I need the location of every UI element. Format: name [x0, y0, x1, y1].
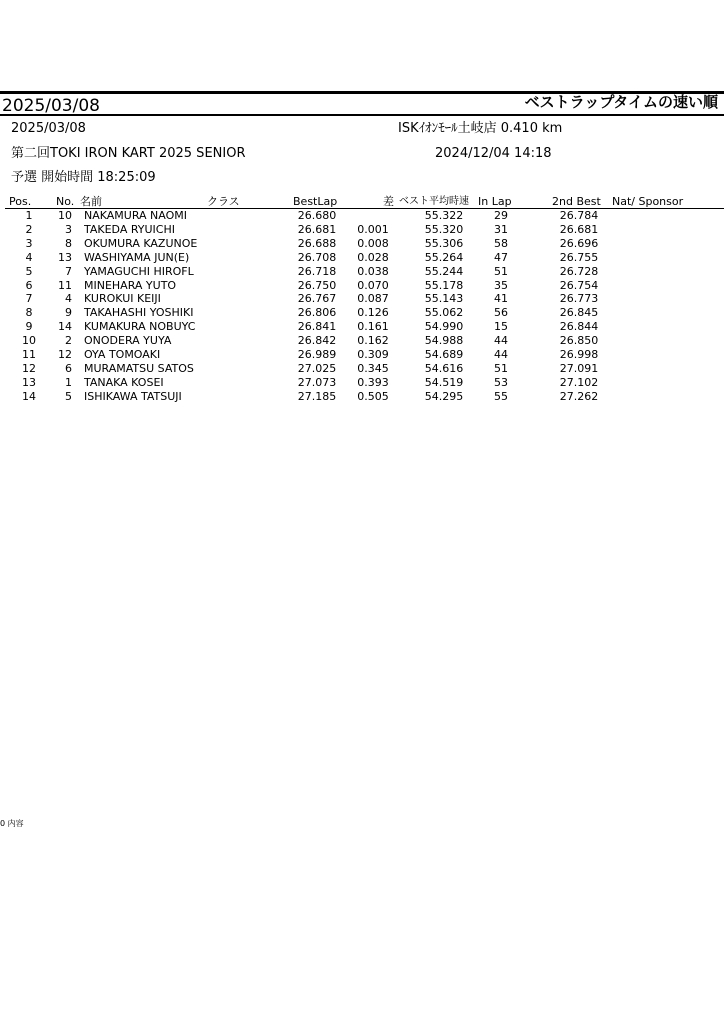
row-2nd-best: 27.091	[559, 361, 599, 375]
header-inlap: In Lap	[478, 195, 512, 208]
header-no: No.	[56, 195, 75, 208]
row-2nd-best: 27.102	[559, 375, 599, 389]
row-in-lap: 29	[494, 209, 508, 222]
row-kart-no: 8	[65, 236, 72, 250]
row-kart-no: 9	[65, 306, 72, 320]
row-kart-no: 4	[65, 292, 72, 306]
row-2nd-best: 26.773	[559, 292, 599, 306]
row-in-lap: 31	[494, 222, 508, 236]
row-avg-speed: 54.988	[424, 334, 464, 348]
table-row	[0, 251, 724, 265]
row-driver-name: MINEHARA YUTO	[84, 278, 177, 292]
row-best-lap: 26.750	[297, 278, 337, 292]
table-row	[0, 362, 724, 376]
row-gap: 0.038	[357, 264, 389, 278]
row-pos: 14	[22, 389, 36, 403]
header-sponsor: Nat/ Sponsor	[612, 195, 684, 208]
row-gap: 0.070	[357, 278, 389, 292]
report-title: ベストラップタイムの速い順	[524, 93, 718, 111]
venue-info: ISKｲｵﾝﾓｰﾙ土岐店 0.410 km	[398, 121, 563, 136]
row-best-lap: 26.989	[297, 348, 337, 361]
table-row	[0, 334, 724, 348]
row-gap: 0.126	[357, 306, 389, 320]
table-row	[0, 223, 724, 237]
row-in-lap: 55	[494, 389, 508, 403]
table-row	[0, 376, 724, 390]
row-pos: 12	[22, 361, 36, 375]
row-kart-no: 12	[58, 348, 72, 361]
row-best-lap: 26.708	[297, 250, 337, 264]
row-pos: 8	[25, 306, 33, 320]
table-row	[0, 348, 724, 362]
row-2nd-best: 26.850	[559, 334, 599, 348]
footer-note: 0 内容	[0, 819, 24, 828]
row-in-lap: 44	[494, 334, 508, 348]
row-avg-speed: 55.306	[424, 236, 464, 250]
row-driver-name: OKUMURA KAZUNOE	[84, 236, 198, 250]
row-gap: 0.028	[357, 250, 389, 264]
row-2nd-best: 26.998	[559, 348, 599, 361]
row-driver-name: KUROKUI KEIJI	[84, 292, 161, 306]
row-pos: 3	[25, 236, 33, 250]
row-gap: 0.345	[357, 361, 389, 375]
row-2nd-best: 27.262	[559, 389, 599, 403]
row-2nd-best: 26.755	[559, 250, 599, 264]
event-datetime: 2024/12/04 14:18	[435, 146, 552, 161]
row-avg-speed: 55.322	[424, 209, 464, 222]
banner-date: 2025/03/08	[2, 96, 100, 116]
table-row	[0, 237, 724, 251]
row-best-lap: 26.842	[297, 334, 337, 348]
row-kart-no: 14	[58, 320, 72, 334]
table-row	[0, 265, 724, 279]
row-pos: 13	[22, 375, 36, 389]
row-pos: 1	[25, 209, 33, 222]
row-2nd-best: 26.754	[559, 278, 599, 292]
row-in-lap: 15	[494, 320, 508, 334]
row-best-lap: 27.025	[297, 361, 337, 375]
row-pos: 7	[25, 292, 33, 306]
row-in-lap: 51	[494, 361, 508, 375]
table-row	[0, 306, 724, 320]
row-kart-no: 3	[65, 222, 72, 236]
header-pos: Pos.	[9, 195, 32, 208]
row-in-lap: 44	[494, 348, 508, 361]
row-in-lap: 58	[494, 236, 508, 250]
row-avg-speed: 54.519	[424, 375, 464, 389]
row-driver-name: TAKEDA RYUICHI	[84, 222, 176, 236]
header-bestlap: BestLap	[293, 195, 338, 208]
row-gap: 0.008	[357, 236, 389, 250]
row-kart-no: 11	[58, 278, 72, 292]
row-in-lap: 51	[494, 264, 508, 278]
row-avg-speed: 55.264	[424, 250, 464, 264]
row-2nd-best: 26.696	[559, 236, 599, 250]
row-avg-speed: 55.320	[424, 222, 464, 236]
row-avg-speed: 54.689	[424, 348, 464, 361]
row-in-lap: 47	[494, 250, 508, 264]
row-avg-speed: 55.244	[424, 264, 464, 278]
row-kart-no: 7	[65, 264, 72, 278]
table-row	[0, 320, 724, 334]
row-best-lap: 26.767	[297, 292, 337, 306]
row-gap: 0.161	[357, 320, 389, 334]
row-gap: 0.393	[357, 375, 389, 389]
row-pos: 4	[25, 250, 33, 264]
row-avg-speed: 54.295	[424, 389, 464, 403]
header-name: 名前	[80, 195, 102, 208]
row-avg-speed: 55.062	[424, 306, 464, 320]
row-pos: 9	[25, 320, 33, 334]
table-row	[0, 292, 724, 306]
row-driver-name: TAKAHASHI YOSHIKI	[84, 306, 194, 320]
row-pos: 11	[22, 348, 36, 361]
header-class: クラス	[207, 195, 240, 208]
row-driver-name: YAMAGUCHI HIROFL	[84, 264, 194, 278]
row-2nd-best: 26.844	[559, 320, 599, 334]
row-best-lap: 26.718	[297, 264, 337, 278]
row-driver-name: ISHIKAWA TATSUJI	[84, 389, 182, 403]
row-in-lap: 41	[494, 292, 508, 306]
row-best-lap: 27.185	[297, 389, 337, 403]
row-avg-speed: 54.990	[424, 320, 464, 334]
row-pos: 10	[22, 334, 36, 348]
table-row	[0, 279, 724, 293]
row-in-lap: 35	[494, 278, 508, 292]
row-gap: 0.001	[357, 222, 389, 236]
row-kart-no: 13	[58, 250, 72, 264]
row-2nd-best: 26.728	[559, 264, 599, 278]
row-best-lap: 26.841	[297, 320, 337, 334]
row-driver-name: KUMAKURA NOBUYC	[84, 320, 196, 334]
header-2nd-best: 2nd Best	[552, 195, 601, 208]
row-gap: 0.162	[357, 334, 389, 348]
row-2nd-best: 26.784	[559, 209, 599, 222]
row-kart-no: 1	[65, 375, 72, 389]
table-row	[0, 390, 724, 404]
row-best-lap: 27.073	[297, 375, 337, 389]
info-date: 2025/03/08	[11, 121, 86, 136]
row-kart-no: 2	[65, 334, 72, 348]
row-driver-name: OYA TOMOAKI	[84, 348, 161, 361]
row-gap: 0.087	[357, 292, 389, 306]
row-kart-no: 6	[65, 361, 72, 375]
row-2nd-best: 26.681	[559, 222, 599, 236]
row-driver-name: ONODERA YUYA	[84, 334, 172, 348]
row-best-lap: 26.688	[297, 236, 337, 250]
row-driver-name: WASHIYAMA JUN(E)	[84, 250, 190, 264]
row-driver-name: NAKAMURA NAOMI	[84, 209, 188, 222]
row-best-lap: 26.680	[297, 209, 337, 222]
row-in-lap: 56	[494, 306, 508, 320]
row-gap: 0.505	[357, 389, 389, 403]
row-gap: 0.309	[357, 348, 389, 361]
header-avg-speed: ベスト平均時速	[399, 196, 469, 207]
row-avg-speed: 55.143	[424, 292, 464, 306]
row-pos: 5	[25, 264, 33, 278]
row-kart-no: 5	[65, 389, 72, 403]
event-name: 第二回TOKI IRON KART 2025 SENIOR	[11, 146, 246, 161]
row-avg-speed: 55.178	[424, 278, 464, 292]
row-kart-no: 10	[58, 209, 72, 222]
row-best-lap: 26.806	[297, 306, 337, 320]
row-in-lap: 53	[494, 375, 508, 389]
row-best-lap: 26.681	[297, 222, 337, 236]
row-driver-name: MURAMATSU SATOS	[84, 361, 194, 375]
row-driver-name: TANAKA KOSEI	[84, 375, 164, 389]
row-pos: 6	[25, 278, 33, 292]
row-2nd-best: 26.845	[559, 306, 599, 320]
row-pos: 2	[25, 222, 33, 236]
table-row	[0, 209, 724, 223]
row-avg-speed: 54.616	[424, 361, 464, 375]
header-diff: 差	[383, 195, 394, 208]
session-start-time: 予選 開始時間 18:25:09	[11, 170, 156, 185]
